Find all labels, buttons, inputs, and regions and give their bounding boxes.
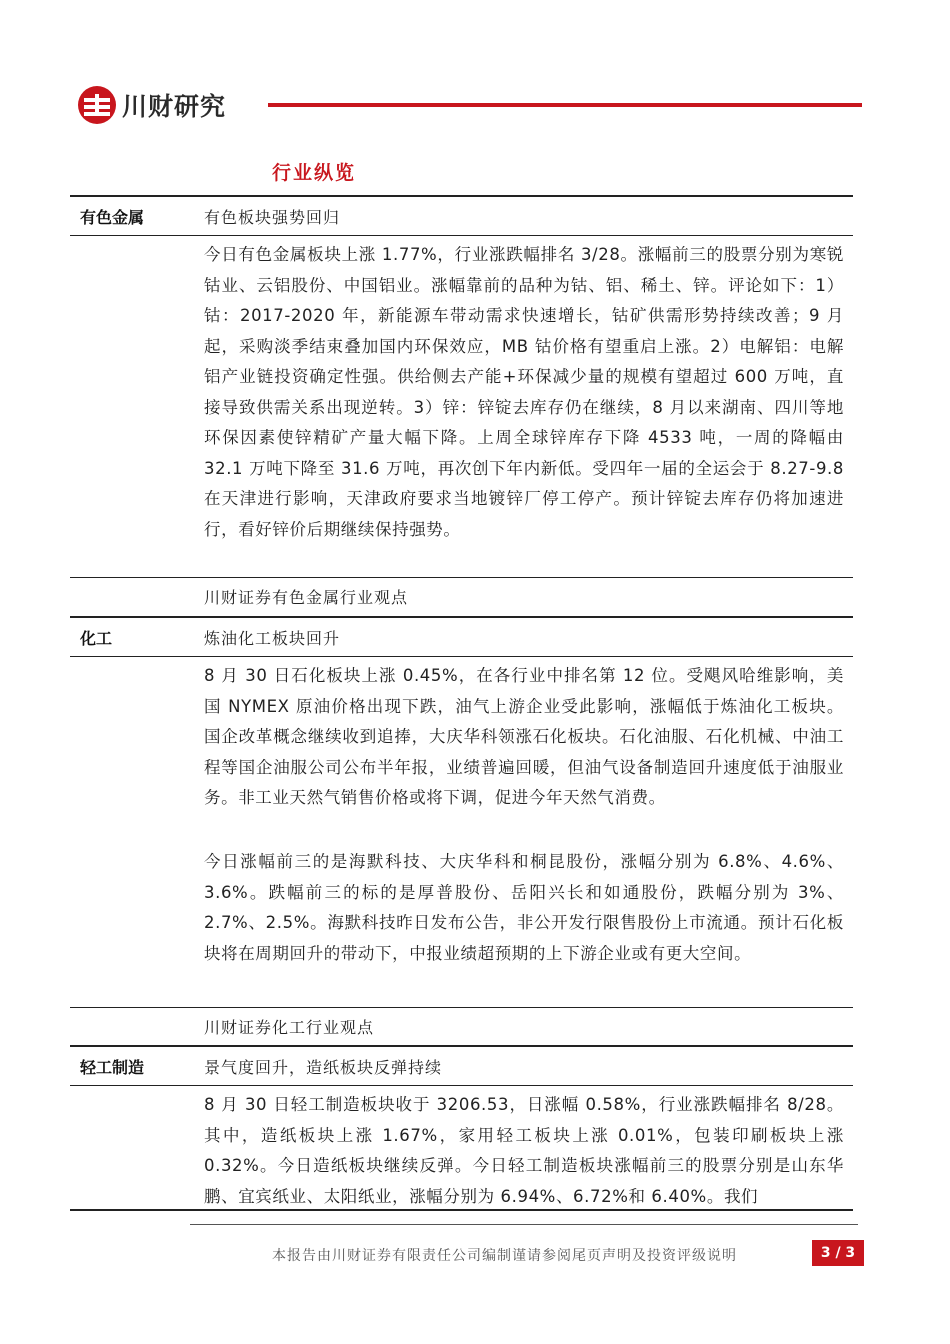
divider [70,577,853,578]
section-footnote: 川财证券化工行业观点 [204,1018,375,1037]
page-number: 3 / 3 [812,1240,864,1266]
divider [70,195,853,197]
body-paragraph: 8 月 30 日轻工制造板块收于 3206.53，日涨幅 0.58%，行业涨跌幅排名 8/28。其中，造纸板块上涨 1.67%，家用轻工板块上涨 0.01%，包装印刷板块上涨 0.32%。今日造纸板块继续反弹。今日轻工制造板块涨幅前三的股票分别是山东华鹏、宜宾纸业、太阳纸业，涨幅分别为 6.94%、6.72%和 6.40%。我们 [204,1095,844,1206]
section-footnote: 川财证券有色金属行业观点 [204,588,409,607]
category-subtitle: 景气度回升，造纸板块反弹持续 [204,1058,443,1077]
category-label: 化工 [80,629,113,648]
divider [70,656,853,657]
section-title: 行业纵览 [272,162,357,184]
brand-name: 川财研究 [122,92,227,121]
body-paragraph: 今日涨幅前三的是海默科技、大庆华科和桐昆股份，涨幅分别为 6.8%、4.6%、3.6%。跌幅前三的标的是厚普股份、岳阳兴长和如通股份，跌幅分别为 3%、2.7%、2.5%。海默科技昨日发布公告，非公开发行限售股份上市流通。预计石化板块将在周期回升的带动下，中报业绩超预期的上下游企业或有更大空间。 [204,852,844,963]
category-label: 有色金属 [80,208,145,227]
category-subtitle: 炼油化工板块回升 [204,629,341,648]
divider [70,1007,853,1008]
divider [70,616,853,618]
brand-logo [78,86,226,124]
category-subtitle: 有色板块强势回归 [204,208,341,227]
footer-disclaimer: 本报告由川财证券有限责任公司编制谨请参阅尾页声明及投资评级说明 [272,1248,737,1264]
category-label: 轻工制造 [80,1058,145,1077]
body-paragraph: 今日有色金属板块上涨 1.77%，行业涨跌幅排名 3/28。涨幅前三的股票分别为寒锐钴业、云铝股份、中国铝业。涨幅靠前的品种为钴、铝、稀土、锌。评论如下：1）钴：2017-2020 年，新能源车带动需求快速增长，钴矿供需形势持续改善；9 月起，采购淡季结束叠加国内环保效应，MB 钴价格有望重启上涨。2）电解铝：电解铝产业链投资确定性强。供给侧去产能+环保减少量的规模有望超过 600 万吨，直接导致供需关系出现逆转。3）锌：锌锭去库存仍在继续，8 月以来湖南、四川等地环保因素使锌精矿产量大幅下降。上周全球锌库存下降 4533 吨，一周的降幅由 32.1 万吨下降至 31.6 万吨，再次创下年内新低。受四年一届的全运会于 8.27-9.8 在天津进行影响，天津政府要求当地镀锌厂停工停产。预计锌锭去库存仍将加速进行，看好锌价后期继续保持强势。 [204,245,844,539]
divider [70,1045,853,1047]
header-rule [268,103,862,107]
divider [70,235,853,236]
body-paragraph: 8 月 30 日石化板块上涨 0.45%，在各行业中排名第 12 位。受飓风哈维影响，美国 NYMEX 原油价格出现下跌，油气上游企业受此影响，涨幅低于炼油化工板块。 国企改革概念继续收到追捧，大庆华科领涨石化板块。石化油服、石化机械、中油工程等国企油服公司公布半年报，业绩普遍回暖，但油气设备制造回升速度低于油服业务。非工业天然气销售价格或将下调，促进今年天然气消费。 [204,666,844,807]
brand-logo-icon [78,86,116,124]
footer-rule [190,1224,858,1225]
divider [70,1209,853,1211]
divider [70,1085,853,1086]
